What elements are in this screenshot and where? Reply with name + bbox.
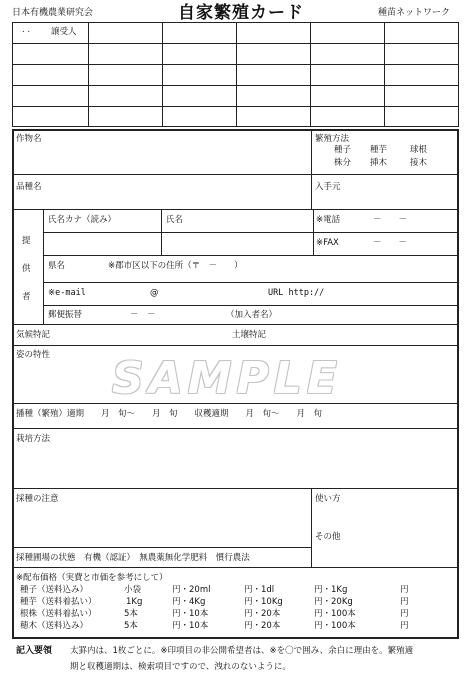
grid-line [311, 129, 312, 209]
url-label: URL http:// [268, 288, 325, 298]
phone-label: ※電話 [316, 215, 341, 225]
farm-status-text: 採種圃場の状態 有機（認証） 無農薬無化学肥料 慣行農法 [16, 553, 250, 563]
grid-line [12, 567, 459, 568]
cultivation-label: 栽培方法 [16, 434, 51, 444]
appearance-label: 姿の特性 [16, 350, 51, 360]
crop-name-label: 作物名 [16, 134, 42, 144]
grid-line [311, 488, 312, 567]
soil-label: 土壌特記 [232, 330, 267, 340]
variety-label: 品種名 [16, 182, 42, 192]
grid-line [384, 22, 385, 127]
grid-line [313, 209, 314, 255]
grid-line [12, 547, 311, 548]
postal-transfer-label: 郵便振替 [48, 310, 83, 320]
propagation-option: 接木 [410, 158, 428, 168]
source-label: 入手元 [315, 182, 341, 192]
seeding-period-text: 播種（繁殖）適期 月 旬～ 月 旬 収穫適期 月 旬～ 月 旬 [16, 409, 323, 419]
provider-vertical-label: 提 [22, 236, 31, 246]
grid-line [43, 305, 459, 306]
price-cell: 円・1Kg [314, 585, 348, 595]
network-name: 種苗ネットワーク [378, 8, 451, 18]
grid-line [88, 22, 89, 127]
postal-dashes: － － [130, 310, 156, 320]
email-label: ※e-mail [48, 288, 86, 298]
grid-line [12, 324, 459, 325]
price-cell: 円・20本 [244, 621, 281, 631]
price-item: 種子（送料込み） [20, 585, 89, 595]
price-unit: 1Kg [126, 597, 143, 607]
grid-line [12, 345, 459, 346]
page-title: 自家繁殖カード [178, 3, 304, 23]
price-cell: 円 [400, 609, 409, 619]
pricing-header: ※配布価格（実費と市価を参考にして） [16, 573, 168, 583]
price-cell: 円・1dl [244, 585, 275, 595]
grid-line [43, 255, 459, 256]
other-label: その他 [315, 532, 341, 542]
instructions-line-1: 太罫内は、1枚ごとに。※印項目の非公開希望者は、※を〇で囲み、余白に理由を。繁殖適 [70, 646, 414, 656]
propagation-option: 株分 [334, 158, 352, 168]
prefecture-label: 県名 [48, 261, 66, 271]
grid-line [43, 209, 44, 324]
usage-label: 使い方 [315, 494, 341, 504]
propagation-label: 繁殖方法 [315, 134, 350, 144]
price-cell: 円・20Kg [314, 597, 353, 607]
grid-line [12, 488, 459, 489]
price-cell: 円・20本 [244, 609, 281, 619]
address-note: ※郡市区以下の住所（〒 － ） [108, 261, 243, 271]
seed-notes-label: 採種の注意 [16, 494, 59, 504]
org-name: 日本有機農業研究会 [12, 8, 94, 18]
at-sign: @ [150, 288, 159, 298]
provider-vertical-label: 供 [22, 264, 31, 274]
price-cell: 円・10本 [172, 609, 209, 619]
price-cell: 円・10Kg [244, 597, 283, 607]
grid-line [12, 428, 459, 429]
price-item: 穂木（送料込み） [20, 621, 89, 631]
price-cell: 円 [400, 621, 409, 631]
grid-line [43, 282, 459, 283]
grid-line [236, 22, 237, 127]
price-cell: 円 [400, 597, 409, 607]
price-cell: 円・4Kg [172, 597, 206, 607]
price-item: 種芋（送料着払い） [20, 597, 97, 607]
price-cell: 円・20ml [172, 585, 211, 595]
price-cell: 円 [400, 585, 409, 595]
climate-label: 気候特記 [16, 330, 51, 340]
price-cell: 円・10本 [172, 621, 209, 631]
instructions-line-2: 期と収穫適期は、検索項目ですので、洩れのないように。 [70, 662, 291, 672]
phone-dashes: － － [373, 215, 408, 225]
propagation-option: 種芋 [370, 145, 388, 155]
name-label: 氏名 [166, 215, 184, 225]
grid-line [161, 209, 162, 255]
grid-line [12, 403, 459, 404]
grid-line [310, 22, 311, 127]
grid-line [12, 174, 459, 175]
instructions-label: 記入要領 [16, 646, 53, 656]
grid-line [43, 232, 459, 233]
grid-line [162, 22, 163, 127]
fax-dashes: － － [373, 238, 408, 248]
provider-vertical-label: 者 [22, 292, 31, 302]
propagation-option: 挿木 [370, 158, 388, 168]
price-item: 根株（送料着払い） [20, 609, 97, 619]
sample-watermark: SAMPLE [112, 353, 342, 404]
propagation-option: 球根 [410, 145, 428, 155]
kana-label: 氏名カナ（読み） [48, 215, 117, 225]
price-unit: 5本 [124, 621, 138, 631]
price-cell: 円・100本 [314, 609, 356, 619]
price-cell: 円・100本 [314, 621, 356, 631]
price-unit: 5本 [124, 609, 138, 619]
recipient-label: 譲受人 [51, 27, 77, 37]
grid-line [12, 209, 459, 210]
propagation-option: 種子 [334, 145, 352, 155]
fax-label: ※FAX [316, 238, 339, 248]
price-unit: 小袋 [124, 585, 142, 595]
date-dots: . . [22, 25, 31, 35]
subscriber-label: （加入者名） [226, 310, 278, 320]
